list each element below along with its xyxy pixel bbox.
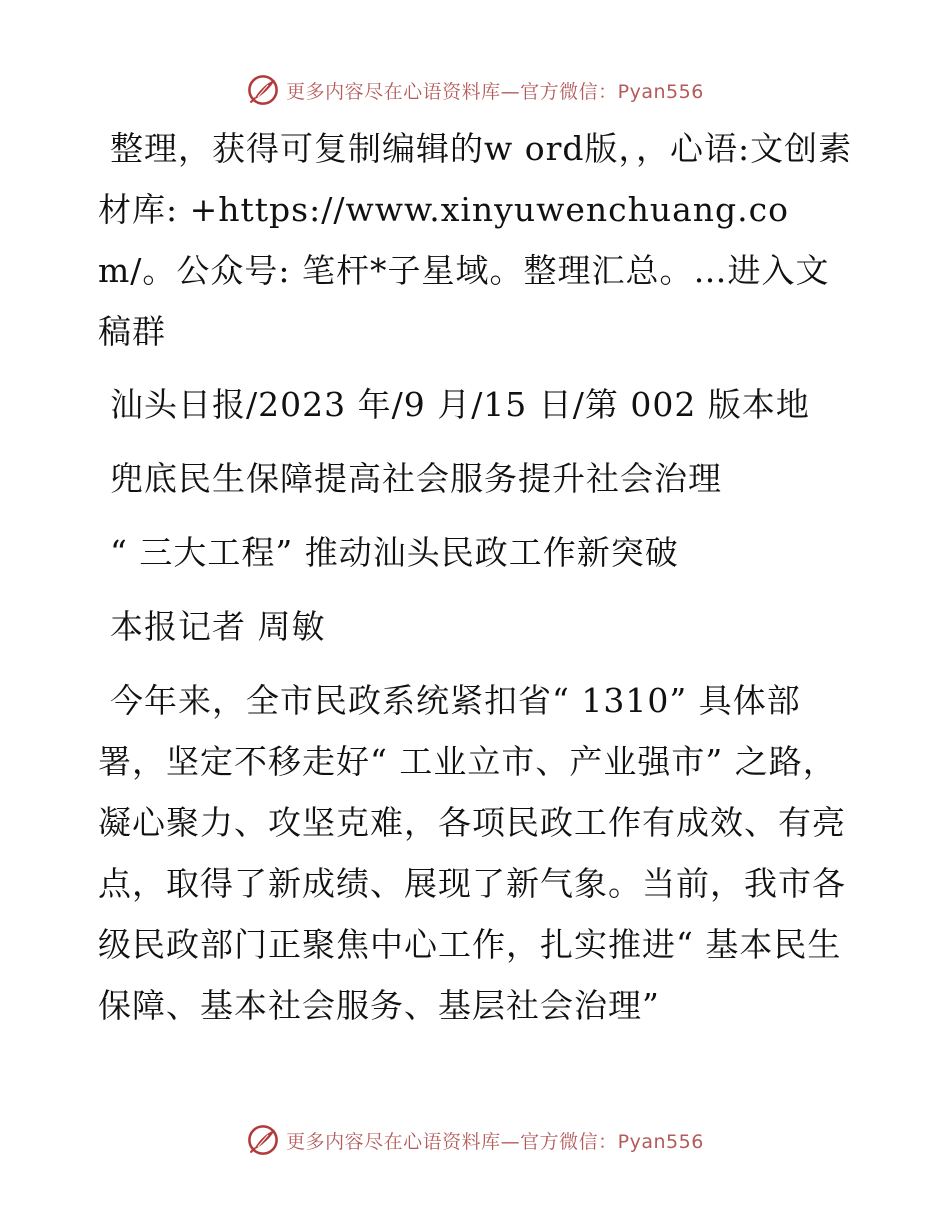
headline-1: 兜底民生保障提高社会服务提升社会治理: [110, 459, 722, 498]
header-banner-text: 更多内容尽在心语资料库—官方微信：Pyan556: [286, 80, 704, 103]
footer-banner-text: 更多内容尽在心语资料库—官方微信：Pyan556: [286, 1130, 704, 1153]
feather-pen-logo-icon: [246, 73, 280, 107]
body-paragraph: 今年来，全市民政系统紧扣省“ 1310” 具体部署，坚定不移走好“ 工业立市、产业强市” 之路，凝心聚力、攻坚克难，各项民政工作有成效、有亮点，取得了新成绩、展现了新气象。当前，我市各级民政部门正聚焦中心工作，扎实推进“ 基本民生保障、基本社会服务、基层社会治理”: [98, 681, 846, 1025]
headline-2: “ 三大工程” 推动汕头民政工作新突破: [110, 533, 679, 572]
source-line: 汕头日报/2023 年/9 月/15 日/第 002 版本地: [110, 385, 810, 424]
intro-paragraph: 整理，获得可复制编辑的w ord版，，心语:文创素材库: +https://www.xinyuwenchuang.com/。公众号: 笔杆*子星域。整理汇总。…进入文稿群: [98, 129, 853, 351]
byline: 本报记者 周敏: [110, 607, 326, 646]
document-body: [98, 118, 858, 1036]
footer-banner: [0, 1120, 950, 1160]
feather-pen-logo-icon: [246, 1123, 280, 1157]
header-banner: [0, 70, 950, 110]
